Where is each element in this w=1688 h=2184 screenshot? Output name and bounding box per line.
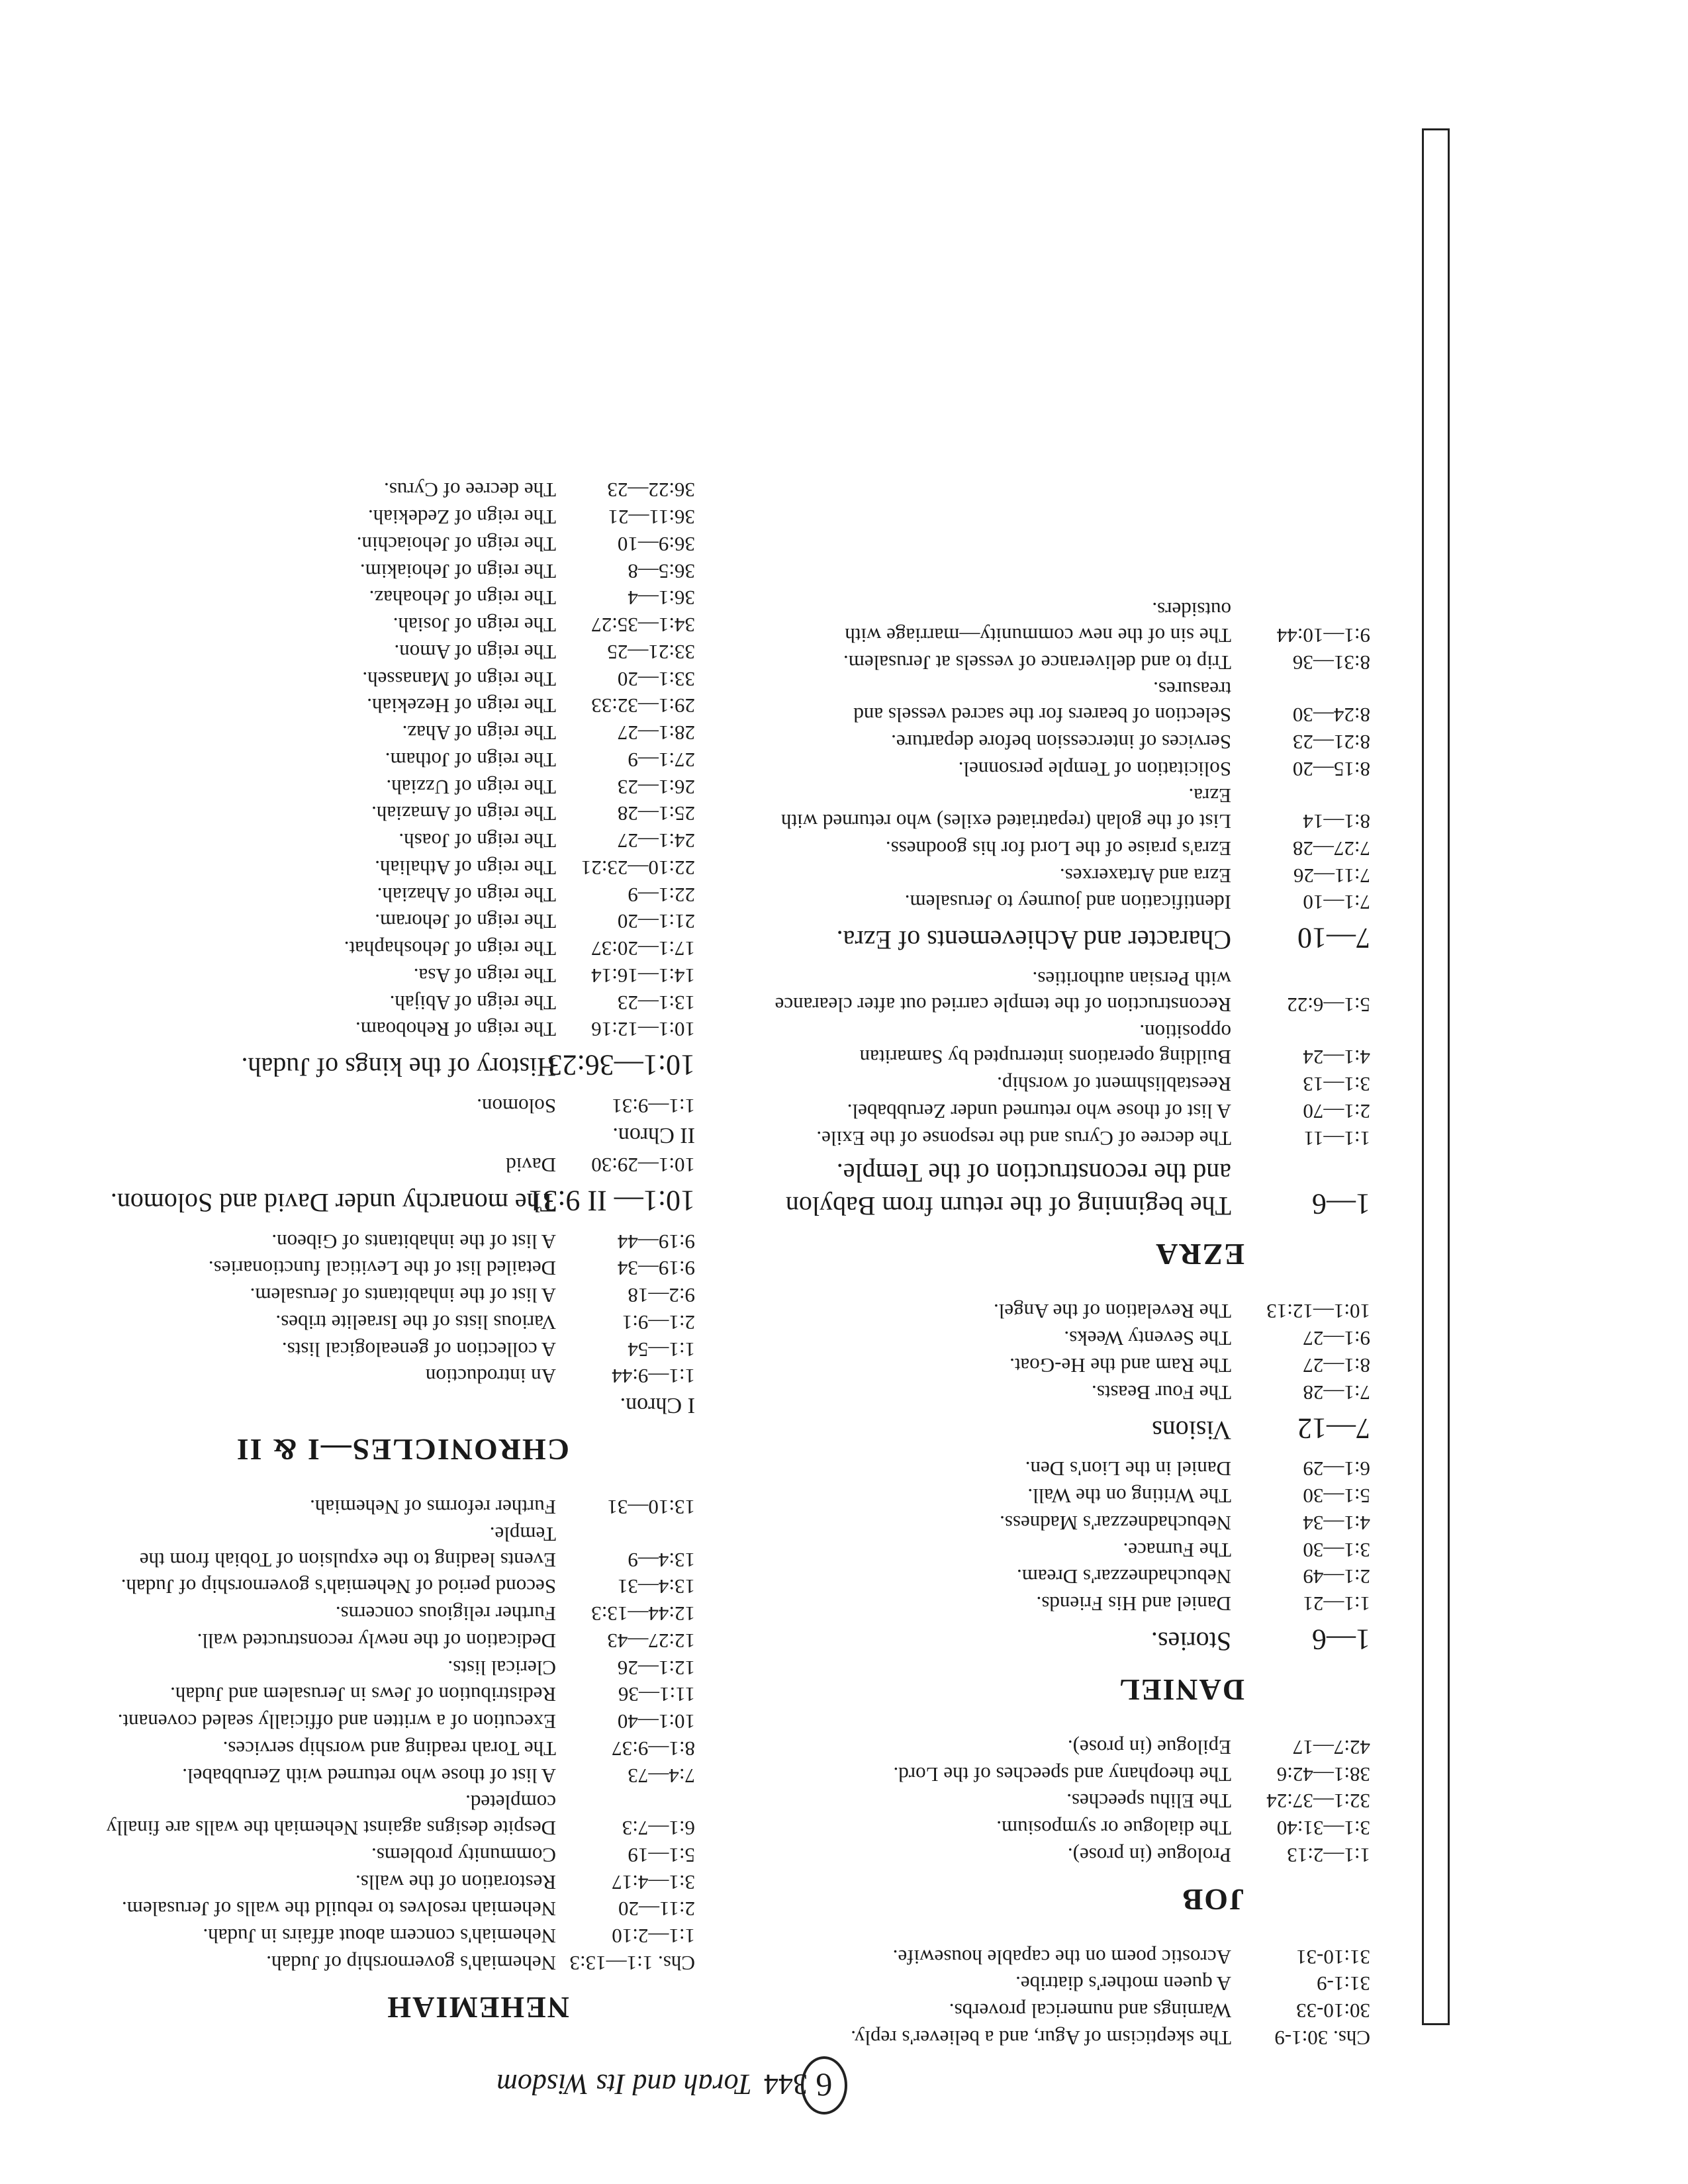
verse-reference: 8:21—23 [1292,731,1370,754]
outline-row [774,2025,1370,2050]
verse-reference: 3:1—13 [1303,1073,1370,1097]
verse-reference: 36:9—10 [617,533,695,556]
verse-reference: 1:1—9:44 [612,1365,695,1388]
section-description: Events leading to the expulsion of Tobiah from the Temple. [139,1523,556,1572]
outline-row [99,801,695,827]
outline-row [774,1944,1370,1970]
section-description: The Writing on the Wall. [1027,1484,1231,1508]
outline-row [99,1869,695,1895]
section-description: The skepticism of Agur, and a believer's reply. [851,2026,1231,2050]
section-description: Community problems. [371,1844,556,1867]
outline-row [99,882,695,907]
verse-reference: 29:1—32:33 [591,694,695,718]
outline-row [774,729,1370,754]
verse-reference: 17:1—20:37 [591,937,695,961]
proverbs-rows [774,1944,1370,2050]
verse-reference: 8:31—36 [1292,651,1370,674]
outline-row [99,558,695,584]
section-description: The theophany and speeches of the Lord. [893,1762,1231,1786]
ezra-part2-heading: 7—10 Character and Achievements of Ezra. [836,922,1370,956]
section-description: The dialogue or symposium. [996,1817,1231,1841]
outline-row [774,1326,1370,1351]
verse-reference: 32:1—37:24 [1266,1790,1370,1813]
verse-reference: 22:10—23:21 [581,856,695,880]
verse-reference: 21:1—20 [617,910,695,934]
section-description: Selection of bearers for the sacred vessels and treasures. [853,678,1231,727]
outline-row [774,597,1370,649]
verse-reference: 9:1—27 [1303,1327,1370,1351]
section-description: The decree of Cyrus. [384,478,556,502]
section-description: The reign of Abijah. [389,991,556,1015]
verse-reference: 13:10—31 [607,1496,695,1520]
book-title-job: JOB [1181,1883,1244,1917]
verse-reference: 25:1—28 [617,802,695,826]
section-description: Reestablishment of worship. [997,1073,1231,1097]
outline-row [774,1564,1370,1590]
outline-row [99,1228,695,1254]
running-head [496,2068,808,2101]
daniel-visions-rows [774,1298,1370,1405]
section-description: The reign of Ahaziah. [377,883,556,907]
outline-row [99,1682,695,1707]
ezra-part2-rows [774,597,1370,915]
verse-reference: 2:11—20 [618,1897,695,1921]
verse-reference: 8:15—20 [1292,757,1370,781]
verse-reference: 38:1—42:6 [1276,1762,1370,1786]
outline-row [99,666,695,692]
section-description: Nehemiah's concern about affairs in Judah. [203,1925,556,1948]
section-description: The reign of Hezekiah. [367,694,556,718]
daniel-stories-rows [774,1456,1370,1617]
verse-reference: 14:1—16:14 [591,964,695,987]
verse-reference: 26:1—23 [617,775,695,799]
outline-row [774,1510,1370,1535]
verse-reference: 2:1—49 [1303,1565,1370,1589]
outline-row [774,862,1370,888]
section-description: Restoration of the walls. [355,1870,556,1894]
outline-row [774,1734,1370,1760]
verse-reference: 36:11—21 [608,506,695,529]
chronicles-1-label: I Chron. [620,1393,695,1418]
section-description: Daniel in the Lion's Den. [1025,1457,1231,1481]
outline-row [99,936,695,962]
ezra-part1-rows [774,966,1370,1151]
section-description: The reign of Jehoahaz. [369,586,556,610]
section-description: Clerical lists. [447,1656,556,1680]
verse-reference: 8:1—14 [1303,810,1370,834]
section-description: A collection of genealogical lists. [281,1338,556,1361]
section-description: A list of the inhabitants of Jerusalem. [250,1284,556,1308]
nehemiah-rows [99,1494,695,1976]
verse-reference: 7:11—26 [1293,864,1370,887]
verse-reference: Chs. 1:1—13:3 [569,1952,695,1975]
book-title-chronicles: CHRONICLES—I & II [235,1433,569,1467]
outline-row [99,1709,695,1735]
outline-row [99,1255,695,1281]
verse-reference: 31:10-31 [1296,1945,1370,1969]
section-description: The reign of Manasseh. [362,667,556,691]
section-description: The reign of Jehoshaphat. [344,937,556,961]
verse-reference: 30:10-33 [1296,1999,1370,2023]
book-title-ezra: EZRA [1154,1237,1244,1271]
section-description: Identification and journey to Jerusalem. [904,891,1231,915]
outline-row [99,1896,695,1922]
book-title-daniel: DANIEL [1118,1673,1244,1707]
section-description: Trip to and deliverance of vessels at Jerusalem. [843,651,1231,674]
verse-reference: 33:21—25 [607,641,695,664]
outline-row [99,1494,695,1520]
section-description: Warnings and numerical proverbs. [949,1999,1231,2023]
section-description: The reign of Asa. [413,964,556,987]
verse-reference: 6:1—7:3 [622,1817,695,1841]
outline-row [774,1019,1370,1070]
section-description: Dedication of the newly reconstructed wall. [197,1629,556,1653]
outline-row [774,835,1370,861]
outline-row [99,962,695,988]
outline-row [99,909,695,934]
outline-row [99,720,695,746]
section-description: Ezra's praise of the Lord for his goodness. [885,837,1231,860]
outline-row [774,1298,1370,1324]
verse-reference: 34:1—35:27 [591,614,695,637]
section-description: The sin of the new community—marriage with outsiders. [845,598,1231,647]
outline-row [99,1950,695,1976]
verse-reference: 3:1—30 [1303,1538,1370,1562]
section-description: Reconstruction of the temple carried out after clearance with Persian authorities. [774,968,1231,1017]
section-description: A list of the inhabitants of Gibeon. [271,1230,556,1253]
verse-reference: 33:1—20 [617,667,695,691]
outline-row [99,1601,695,1627]
outline-row [99,1336,695,1362]
outline-row [99,612,695,638]
verse-reference: 28:1—27 [617,721,695,745]
section-description: Detailed list of the Levitical functionaries. [208,1257,556,1281]
section-description: Acrostic poem on the capable housewife. [892,1945,1231,1969]
section-description: Prologue (in prose). [1067,1844,1231,1867]
ezra-part1-heading: 1—6 The beginning of the return from Babylon and the reconstruction of the Temple. [785,1158,1370,1221]
section-description: The reign of Jehoram. [375,910,556,934]
book-title-nehemiah: NEHEMIAH [386,1991,569,2025]
verse-reference: Chs. 30:1-9 [1274,2026,1370,2050]
section-description: The reign of Uzziah. [386,775,556,799]
outline-row [774,783,1370,835]
outline-row [774,1591,1370,1617]
verse-reference: 9:19—44 [617,1230,695,1253]
outline-row [774,1842,1370,1868]
verse-reference: 4:1—24 [1303,1046,1370,1069]
outline-row [99,747,695,772]
outline-row [99,989,695,1015]
circled-page-mark: 6 [801,2056,847,2115]
section-description: Building operations interrupted by Samaritan opposition. [859,1020,1231,1069]
section-description: The reign of Jehoiachin. [356,533,556,556]
section-description: Nebuchadnezzar's Madness. [1000,1512,1231,1535]
left-column [774,596,1370,2052]
verse-reference: 8:24—30 [1292,704,1370,727]
outline-row [99,828,695,854]
verse-reference: 1:1—21 [1303,1592,1370,1616]
section-description: The Seventy Weeks. [1064,1327,1231,1351]
verse-reference: 36:22—23 [607,478,695,502]
verse-reference: 5:1—30 [1303,1484,1370,1508]
verse-reference: 2:1—70 [1303,1100,1370,1123]
verse-reference: 1:1—54 [628,1338,695,1361]
outline-row [774,1788,1370,1814]
verse-reference: 9:19—34 [617,1257,695,1281]
outline-row [774,1352,1370,1378]
section-description: Further religious concerns. [335,1602,556,1626]
outline-row [99,1309,695,1335]
outline-row [774,649,1370,675]
verse-reference: 11:1—36 [618,1683,695,1707]
outline-row [774,889,1370,915]
margin-bar [1422,128,1450,2025]
outline-row [99,774,695,799]
section-description: The Torah reading and worship services. [222,1737,556,1760]
chronicles-2-label: II Chron. [612,1123,695,1148]
verse-reference: 7:1—10 [1303,891,1370,915]
section-description: The Elihu speeches. [1066,1790,1231,1813]
outline-row [99,1842,695,1868]
outline-row [774,1998,1370,2024]
right-column [99,476,695,2052]
david-row: 10:1—29:30 David [506,1154,695,1177]
verse-reference: 3:1—4:17 [612,1870,695,1894]
verse-reference: 7:1—28 [1303,1381,1370,1404]
verse-reference: 13:1—23 [617,991,695,1015]
outline-row [99,639,695,664]
section-description: Solicitation of Temple personnel. [958,757,1231,781]
outline-row [99,1521,695,1572]
outline-row [774,1456,1370,1482]
section-description: Nebuchadnezzar's Dream. [1016,1565,1231,1589]
outline-row [99,1017,695,1042]
outline-row [774,1537,1370,1563]
outline-row [99,1762,695,1788]
outline-row [99,693,695,719]
verse-reference: 31:1-9 [1317,1972,1370,1996]
verse-reference: 36:5—8 [628,559,695,583]
verse-reference: 5:1—19 [628,1844,695,1867]
outline-row [774,1125,1370,1151]
outline-row [774,1379,1370,1405]
verse-reference: 12:44—13:3 [591,1602,695,1626]
chronicles-1-rows [99,1228,695,1389]
verse-reference: 1:1—11 [1303,1126,1370,1150]
section-description: Services of intercession before departure. [891,731,1231,754]
section-description: Nehemiah's governorship of Judah. [266,1952,556,1975]
section-description: A list of those who returned under Zerubbabel. [847,1100,1231,1123]
verse-reference: 12:1—26 [617,1656,695,1680]
verse-reference: 10:1—40 [617,1710,695,1734]
verse-reference: 5:1—6:22 [1287,993,1370,1017]
section-description: Epilogue (in prose). [1067,1736,1231,1759]
outline-row [774,1071,1370,1097]
verse-reference: 8:1—9:37 [612,1737,695,1760]
verse-reference: 9:2—18 [628,1284,695,1308]
page-number: 344 [764,2068,808,2101]
section-description: The reign of Josiah. [393,614,556,637]
outline-row [99,1655,695,1680]
verse-reference: 10:1—12:13 [1266,1300,1370,1324]
outline-row [99,1283,695,1308]
verse-reference: 10:1—12:16 [591,1018,695,1042]
outline-row [99,504,695,530]
outline-row [774,1971,1370,1997]
section-description: The Furnace. [1123,1538,1231,1562]
section-description: The reign of Ahaz. [402,721,556,745]
section-description: The reign of Amon. [394,641,556,664]
section-description: Ezra and Artaxerxes. [1059,864,1231,887]
section-description: Further reforms of Nehemiah. [310,1496,556,1520]
verse-reference: 7:4—73 [628,1764,695,1788]
verse-reference: 1:1—2:10 [612,1925,695,1948]
section-description: The Revelation of the Angel. [994,1300,1231,1324]
verse-reference: 22:1—9 [628,883,695,907]
section-description: A list of those who returned with Zerubbabel. [182,1764,556,1788]
section-description: Various lists of the Israelite tribes. [275,1311,556,1334]
verse-reference: 4:1—34 [1303,1512,1370,1535]
verse-reference: 12:27—43 [607,1629,695,1653]
outline-row [99,531,695,557]
outline-row [99,1627,695,1653]
running-head-title: Torah and Its Wisdom [496,2068,752,2101]
verse-reference: 6:1—29 [1303,1457,1370,1481]
outline-row [774,1483,1370,1509]
outline-row [99,1574,695,1600]
verse-reference: 2:1—9:1 [622,1311,695,1334]
verse-reference: 3:1—31:40 [1276,1817,1370,1841]
verse-reference: 8:1—27 [1303,1354,1370,1377]
outline-row [774,1761,1370,1787]
monarchy-heading: 10:1— II 9:31 The monarchy under David and Solomon. [110,1185,695,1218]
outline-row [774,966,1370,1018]
section-description: The reign of Jehoiakim. [359,559,556,583]
section-description: Second period of Nehemiah's governorship of Judah. [120,1575,556,1599]
verse-reference: 9:1—10:44 [1276,624,1370,647]
verse-reference: 7:27—28 [1292,837,1370,860]
verse-reference: 36:1—4 [628,586,695,610]
verse-reference: 24:1—27 [617,829,695,853]
section-description: The reign of Zedekiah. [367,506,556,529]
section-description: List of the golah (repatriated exiles) who returned with Ezra. [780,784,1231,834]
daniel-stories-heading: 1—6 Stories. [1150,1623,1370,1657]
section-description: Redistribution of Jews in Jerusalem and Judah. [170,1683,556,1707]
section-description: Daniel and His Friends. [1036,1592,1231,1616]
verse-reference: 27:1—9 [628,749,695,772]
outline-row [774,756,1370,782]
outline-row [99,1363,695,1389]
outline-row [99,854,695,880]
section-description: The decree of Cyrus and the response of the Exile. [816,1126,1231,1150]
section-description: An introduction [425,1365,556,1388]
section-description: The reign of Rehoboam. [355,1018,556,1042]
verse-reference: 13:4—31 [617,1575,695,1599]
outline-row [99,1790,695,1841]
daniel-visions-heading: 7—12 Visions [1152,1412,1370,1445]
verse-reference: 13:4—9 [628,1548,695,1572]
section-description: The reign of Amaziah. [371,802,556,826]
kings-heading: 10:1—36:23 History of the kings of Judah. [241,1049,695,1083]
outline-row [774,1815,1370,1841]
section-description: Despite designs against Nehemiah the walls are finally completed. [106,1791,556,1841]
section-description: The Ram and the He-Goat. [1009,1354,1231,1377]
outline-row [99,585,695,611]
section-description: The reign of Athaliah. [375,856,556,880]
outline-row [774,1098,1370,1124]
verse-reference: 1:1—2:13 [1287,1844,1370,1867]
section-description: Nehemiah resolves to rebuild the walls of Jerusalem. [122,1897,556,1921]
solomon-row: 1:1—9:31 Solomon. [477,1095,695,1118]
verse-reference: 42:7—17 [1292,1736,1370,1759]
section-description: The Four Beasts. [1092,1381,1231,1404]
section-description: A queen mother's diatribe. [1015,1972,1231,1996]
section-description: The reign of Jotham. [385,749,556,772]
section-description: Execution of a written and officially sealed covenant. [117,1710,556,1734]
outline-row [99,1735,695,1761]
section-description: The reign of Joash. [399,829,556,853]
outline-row [99,1923,695,1949]
kings-rows [99,477,695,1042]
outline-row [774,676,1370,728]
outline-row [99,477,695,503]
job-rows [774,1734,1370,1868]
